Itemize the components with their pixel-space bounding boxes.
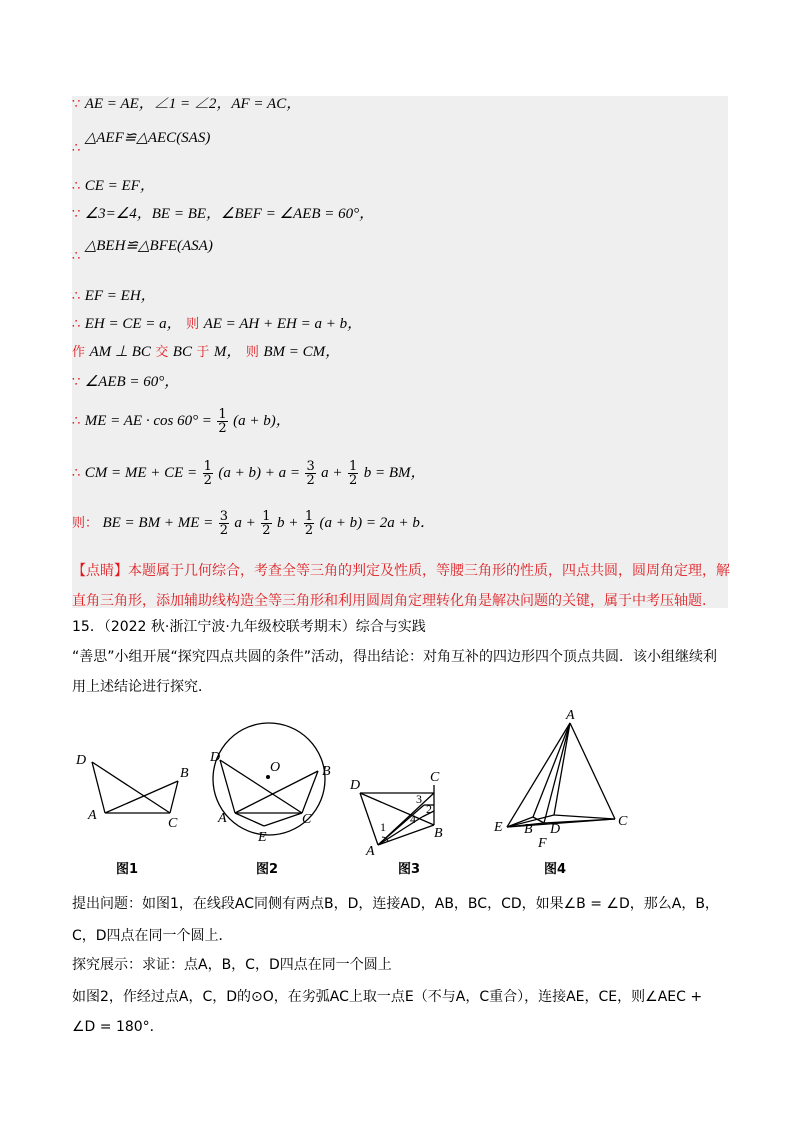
fig1-label-a: A xyxy=(88,808,97,823)
fig3-caption: 图3 xyxy=(398,862,421,877)
solution-line-8: 作 AM ⊥ BC 交 BC 于 M， 则 BM = CM， xyxy=(72,344,341,360)
figure-1 xyxy=(75,753,189,877)
solution-line-7: ∴ EH = CE = a， 则 AE = AH + EH = a + b， xyxy=(72,316,363,332)
fig2-label-c: C xyxy=(302,812,312,827)
fraction: $\frac{1}{2}$ xyxy=(203,458,212,488)
solution-line-1: ∵ AE = AE，∠1 = ∠2，AF = AC， xyxy=(72,96,302,112)
solution-line-11: ∴ CM = ME + CE = $\frac{1}{2}$ (a + b) + a = $\frac{3}{2}$ a + $\frac{1}{2}$ b = BM， xyxy=(72,458,426,488)
solution-line-5: ∴ △BEH≌△BFE(ASA) xyxy=(72,238,213,264)
problem-intro: “善思”小组开展“探究四点共圆的条件”活动，得出结论：对角互补的四边形四个顶点共圆．该小组继续利用上述结论进行探究． xyxy=(72,649,718,695)
fig3-label-b: B xyxy=(434,826,443,841)
figure-4 xyxy=(493,708,628,877)
fig2-label-a: A xyxy=(218,811,227,826)
fraction: $\frac{1}{2}$ xyxy=(349,458,358,488)
fig3-angle-1: 1 xyxy=(380,820,386,834)
fig3-label-a: A xyxy=(366,844,375,859)
figures-row xyxy=(70,705,670,885)
fig2-caption: 图2 xyxy=(256,862,279,877)
fraction: $\frac{1}{2}$ xyxy=(218,406,227,436)
fig3-label-d: D xyxy=(350,778,361,793)
fig1-label-d: D xyxy=(76,753,87,768)
fig4-label-c: C xyxy=(618,814,628,829)
fig3-angle-2: 2 xyxy=(426,802,432,816)
fig2-label-b: B xyxy=(322,764,331,779)
fig3-label-c: C xyxy=(430,770,440,785)
solution-line-2: ∴ △AEF≌△AEC(SAS) xyxy=(72,130,211,156)
fig4-label-b: B xyxy=(524,822,533,837)
dianjing-note xyxy=(72,556,732,616)
dianjing-tag: 【点睛】 xyxy=(72,563,128,579)
fig4-label-a: A xyxy=(566,708,575,723)
problem-heading xyxy=(72,616,728,638)
solution-line-9: ∵ ∠AEB = 60°， xyxy=(72,374,180,390)
problem-source: （2022 秋·浙江宁波·九年级校联考期末）综合与实践 xyxy=(103,619,426,635)
question-show: 探究展示：求证：点A，B，C，D四点在同一个圆上 xyxy=(72,957,392,973)
question-figure2: 如图2，作经过点A，C，D的⊙O，在劣弧AC上取一点E（不与A，C重合），连接AE，CE，则∠AEC + ∠D = 180°． xyxy=(72,989,703,1035)
figure-3 xyxy=(349,770,443,877)
solution-line-6: ∴ EF = EH， xyxy=(72,288,156,304)
fig2-label-o: O xyxy=(270,760,281,775)
fraction: $\frac{3}{2}$ xyxy=(306,458,315,488)
fig1-label-b: B xyxy=(180,766,189,781)
solution-line-12: 则： BE = BM + ME = $\frac{3}{2}$ a + $\frac{1}{2}$ b + $\frac{1}{2}$ (a + b) = 2a + b． xyxy=(72,508,435,538)
fig1-label-c: C xyxy=(168,816,178,831)
fig4-label-f: F xyxy=(538,836,547,851)
solution-line-3: ∴ CE = EF， xyxy=(72,178,155,194)
fraction: $\frac{1}{2}$ xyxy=(262,508,271,538)
fig1-caption: 图1 xyxy=(116,862,139,877)
figure-2 xyxy=(209,723,331,877)
fraction: $\frac{1}{2}$ xyxy=(304,508,314,538)
fig2-label-d: D xyxy=(210,750,221,765)
solution-line-10: ∴ ME = AE · cos 60° = $\frac{1}{2}$ (a + b)， xyxy=(72,406,291,436)
fig3-angle-4: 4 xyxy=(410,812,416,826)
fig3-angle-3: 3 xyxy=(416,792,422,806)
fraction: $\frac{3}{2}$ xyxy=(219,508,228,538)
fig4-caption: 图4 xyxy=(544,862,567,877)
fig4-label-d: D xyxy=(550,822,561,837)
solution-line-4: ∵ ∠3=∠4，BE = BE，∠BEF = ∠AEB = 60°， xyxy=(72,206,375,222)
fig4-label-e: E xyxy=(494,820,503,835)
fig2-label-e: E xyxy=(258,830,267,845)
question-raise: 提出问题：如图1，在线段AC同侧有两点B，D，连接AD，AB，BC，CD，如果∠B = ∠D，那么A，B，C，D四点在同一个圆上． xyxy=(72,896,719,944)
problem-number: 15． xyxy=(72,619,104,635)
dianjing-text: 本题属于几何综合，考查全等三角的判定及性质，等腰三角形的性质，四点共圆，圆周角定理，解直角三角形，添加辅助线构造全等三角形和利用圆周角定理转化角是解决问题的关键，属于中考压轴题. xyxy=(72,563,730,609)
